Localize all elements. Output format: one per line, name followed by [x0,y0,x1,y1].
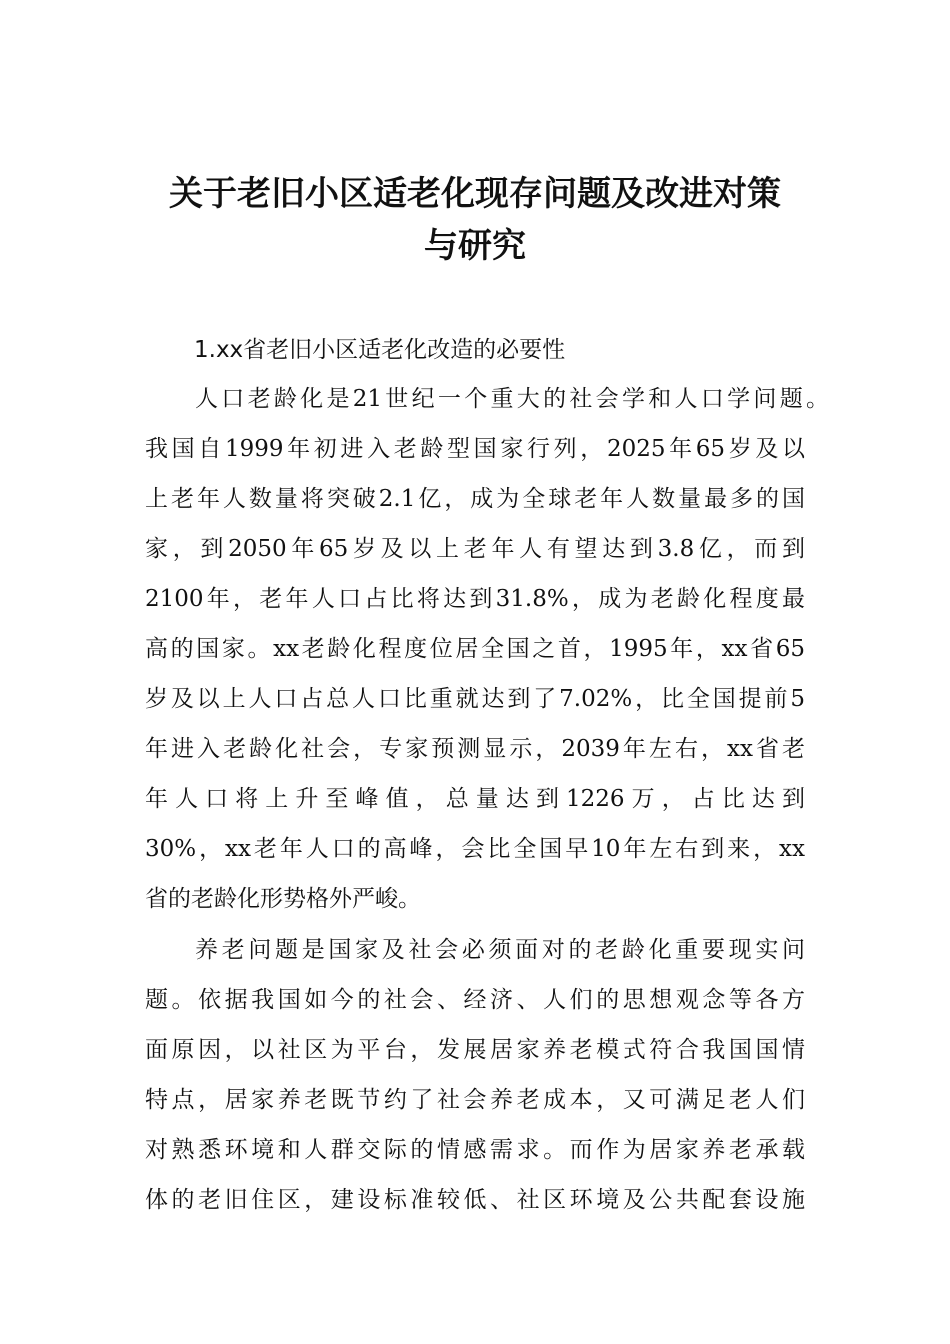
paragraph-line: 家，到2050年65岁及以上老年人有望达到3.8亿，而到 [145,536,805,562]
paragraph-line: 体的老旧住区，建设标准较低、社区环境及公共配套设施 [145,1187,805,1213]
paragraph-line: 年人口将上升至峰值，总量达到1226万，占比达到 [145,786,805,812]
paragraph-line: 省的老龄化形势格外严峻。 [145,886,421,912]
paragraph-line: 30%，xx老年人口的高峰，会比全国早10年左右到来，xx [145,836,805,862]
section-heading: 1.xx省老旧小区适老化改造的必要性 [194,337,566,363]
title-line-2: 与研究 [424,226,526,266]
paragraph-line: 上老年人数量将突破2.1亿，成为全球老年人数量最多的国 [145,486,805,512]
paragraph-line: 面原因，以社区为平台，发展居家养老模式符合我国国情 [145,1037,805,1063]
paragraph-line: 高的国家。xx老龄化程度位居全国之首，1995年，xx省65 [145,636,805,662]
paragraph-line: 我国自1999年初进入老龄型国家行列，2025年65岁及以 [145,436,805,462]
paragraph-line: 养老问题是国家及社会必须面对的老龄化重要现实问 [195,937,805,963]
title-line-1: 关于老旧小区适老化现存问题及改进对策 [169,174,781,214]
paragraph-line: 2100年，老年人口占比将达到31.8%，成为老龄化程度最 [145,586,805,612]
paragraph-line: 年进入老龄化社会，专家预测显示，2039年左右，xx省老 [145,736,805,762]
document-title [120,168,830,272]
paragraph-line: 题。依据我国如今的社会、经济、人们的思想观念等各方 [145,987,805,1013]
paragraph-line: 特点，居家养老既节约了社会养老成本，又可满足老人们 [145,1087,805,1113]
paragraph-line: 人口老龄化是21世纪一个重大的社会学和人口学问题。 [195,386,829,412]
paragraph-line: 岁及以上人口占总人口比重就达到了7.02%，比全国提前5 [145,686,805,712]
paragraph-line: 对熟悉环境和人群交际的情感需求。而作为居家养老承载 [145,1137,805,1163]
